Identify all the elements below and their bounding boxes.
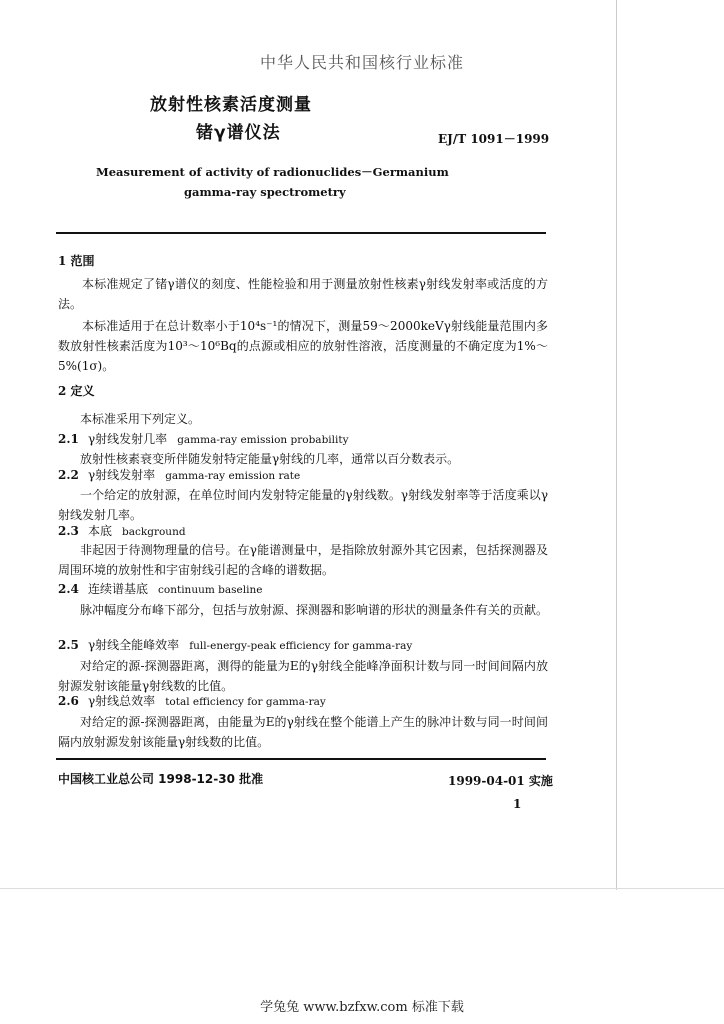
term-zh: γ射线总效率 <box>88 694 156 708</box>
page-edge-line <box>616 0 617 890</box>
term-en: full-energy-peak efficiency for gamma-ray <box>189 640 413 652</box>
term-2-5-definition: 对给定的源-探测器距离，测得的能量为E的γ射线全能峰净面积计数与同一时间间隔内放射源发射该能量γ射线数的比值。 <box>58 659 548 693</box>
english-title-line-1: Measurement of activity of radionuclides－Germanium <box>96 165 449 179</box>
term-2-1-definition: 放射性核素衰变所伴随发射特定能量γ射线的几率，通常以百分数表示。 <box>80 452 460 466</box>
english-title-line-2: gamma-ray spectrometry <box>184 185 346 199</box>
term-2-4-definition: 脉冲幅度分布峰下部分，包括与放射源、探测器和影响谱的形状的测量条件有关的贡献。 <box>80 603 549 617</box>
section-2-intro: 本标准采用下列定义。 <box>80 412 201 426</box>
term-en: gamma-ray emission rate <box>165 470 301 482</box>
approval-line: 中国核工业总公司 1998-12-30 批准 <box>58 772 264 786</box>
term-zh: γ射线全能峰效率 <box>88 638 180 652</box>
term-zh: 连续谱基底 <box>88 582 149 596</box>
term-en: gamma-ray emission probability <box>177 434 349 446</box>
term-zh: γ射线发射几率 <box>88 432 168 446</box>
term-2-2-definition: 一个给定的放射源，在单位时间内发射特定能量的γ射线数。γ射线发射率等于活度乘以γ射线发射几率。 <box>58 488 548 522</box>
section-1-paragraph-2: 本标准适用于在总计数率小于10⁴s⁻¹的情况下，测量59～2000keVγ射线能量范围内多数放射性核素活度为10³～10⁶Bq的点源或相应的放射性溶液，活度测量的不确定度为1%～5%(1σ)。 <box>58 319 548 373</box>
title-line-1: 放射性核素活度测量 <box>150 95 312 115</box>
implementation-date: 1999-04-01 实施 <box>448 774 553 788</box>
section-1-paragraph-1: 本标准规定了锗γ谱仪的刻度、性能检验和用于测量放射性核素γ射线发射率或活度的方法。 <box>58 277 548 311</box>
term-en: continuum baseline <box>158 584 263 596</box>
term-en: total efficiency for gamma-ray <box>165 696 326 708</box>
term-2-5 <box>58 636 412 653</box>
site-watermark: 学兔兔 www.bzfxw.com 标准下载 <box>260 1000 464 1015</box>
term-number: 2.5 <box>58 638 79 652</box>
term-zh: 本底 <box>88 524 113 538</box>
term-en: background <box>122 526 186 538</box>
bottom-divider <box>56 758 546 760</box>
standard-code: EJ/T 1091－1999 <box>438 132 550 146</box>
standard-header: 中华人民共和国核行业标准 <box>259 53 464 72</box>
term-2-3-definition: 非起因于待测物理量的信号。在γ能谱测量中，是指除放射源外其它因素，包括探测器及周围环境的放射性和宇宙射线引起的含峰的谱数据。 <box>58 543 548 577</box>
term-2-6-definition: 对给定的源-探测器距离，由能量为E的γ射线在整个能谱上产生的脉冲计数与同一时间间隔内放射源发射该能量γ射线数的比值。 <box>58 715 548 749</box>
top-divider <box>56 232 546 234</box>
scan-bottom-line <box>0 888 724 889</box>
term-2-3 <box>58 522 186 539</box>
term-number: 2.2 <box>58 468 79 482</box>
term-zh: γ射线发射率 <box>88 468 156 482</box>
term-number: 2.1 <box>58 432 79 446</box>
term-2-2 <box>58 466 300 483</box>
term-number: 2.4 <box>58 582 79 596</box>
term-number: 2.3 <box>58 524 79 538</box>
term-2-6 <box>58 692 326 709</box>
term-number: 2.6 <box>58 694 79 708</box>
section-2-heading: 2 定义 <box>58 384 95 398</box>
page-number: 1 <box>513 797 522 811</box>
section-1-heading: 1 范围 <box>58 254 95 268</box>
term-2-4 <box>58 580 262 597</box>
term-2-1 <box>58 430 349 447</box>
title-line-2: 锗γ谱仪法 <box>196 123 281 143</box>
